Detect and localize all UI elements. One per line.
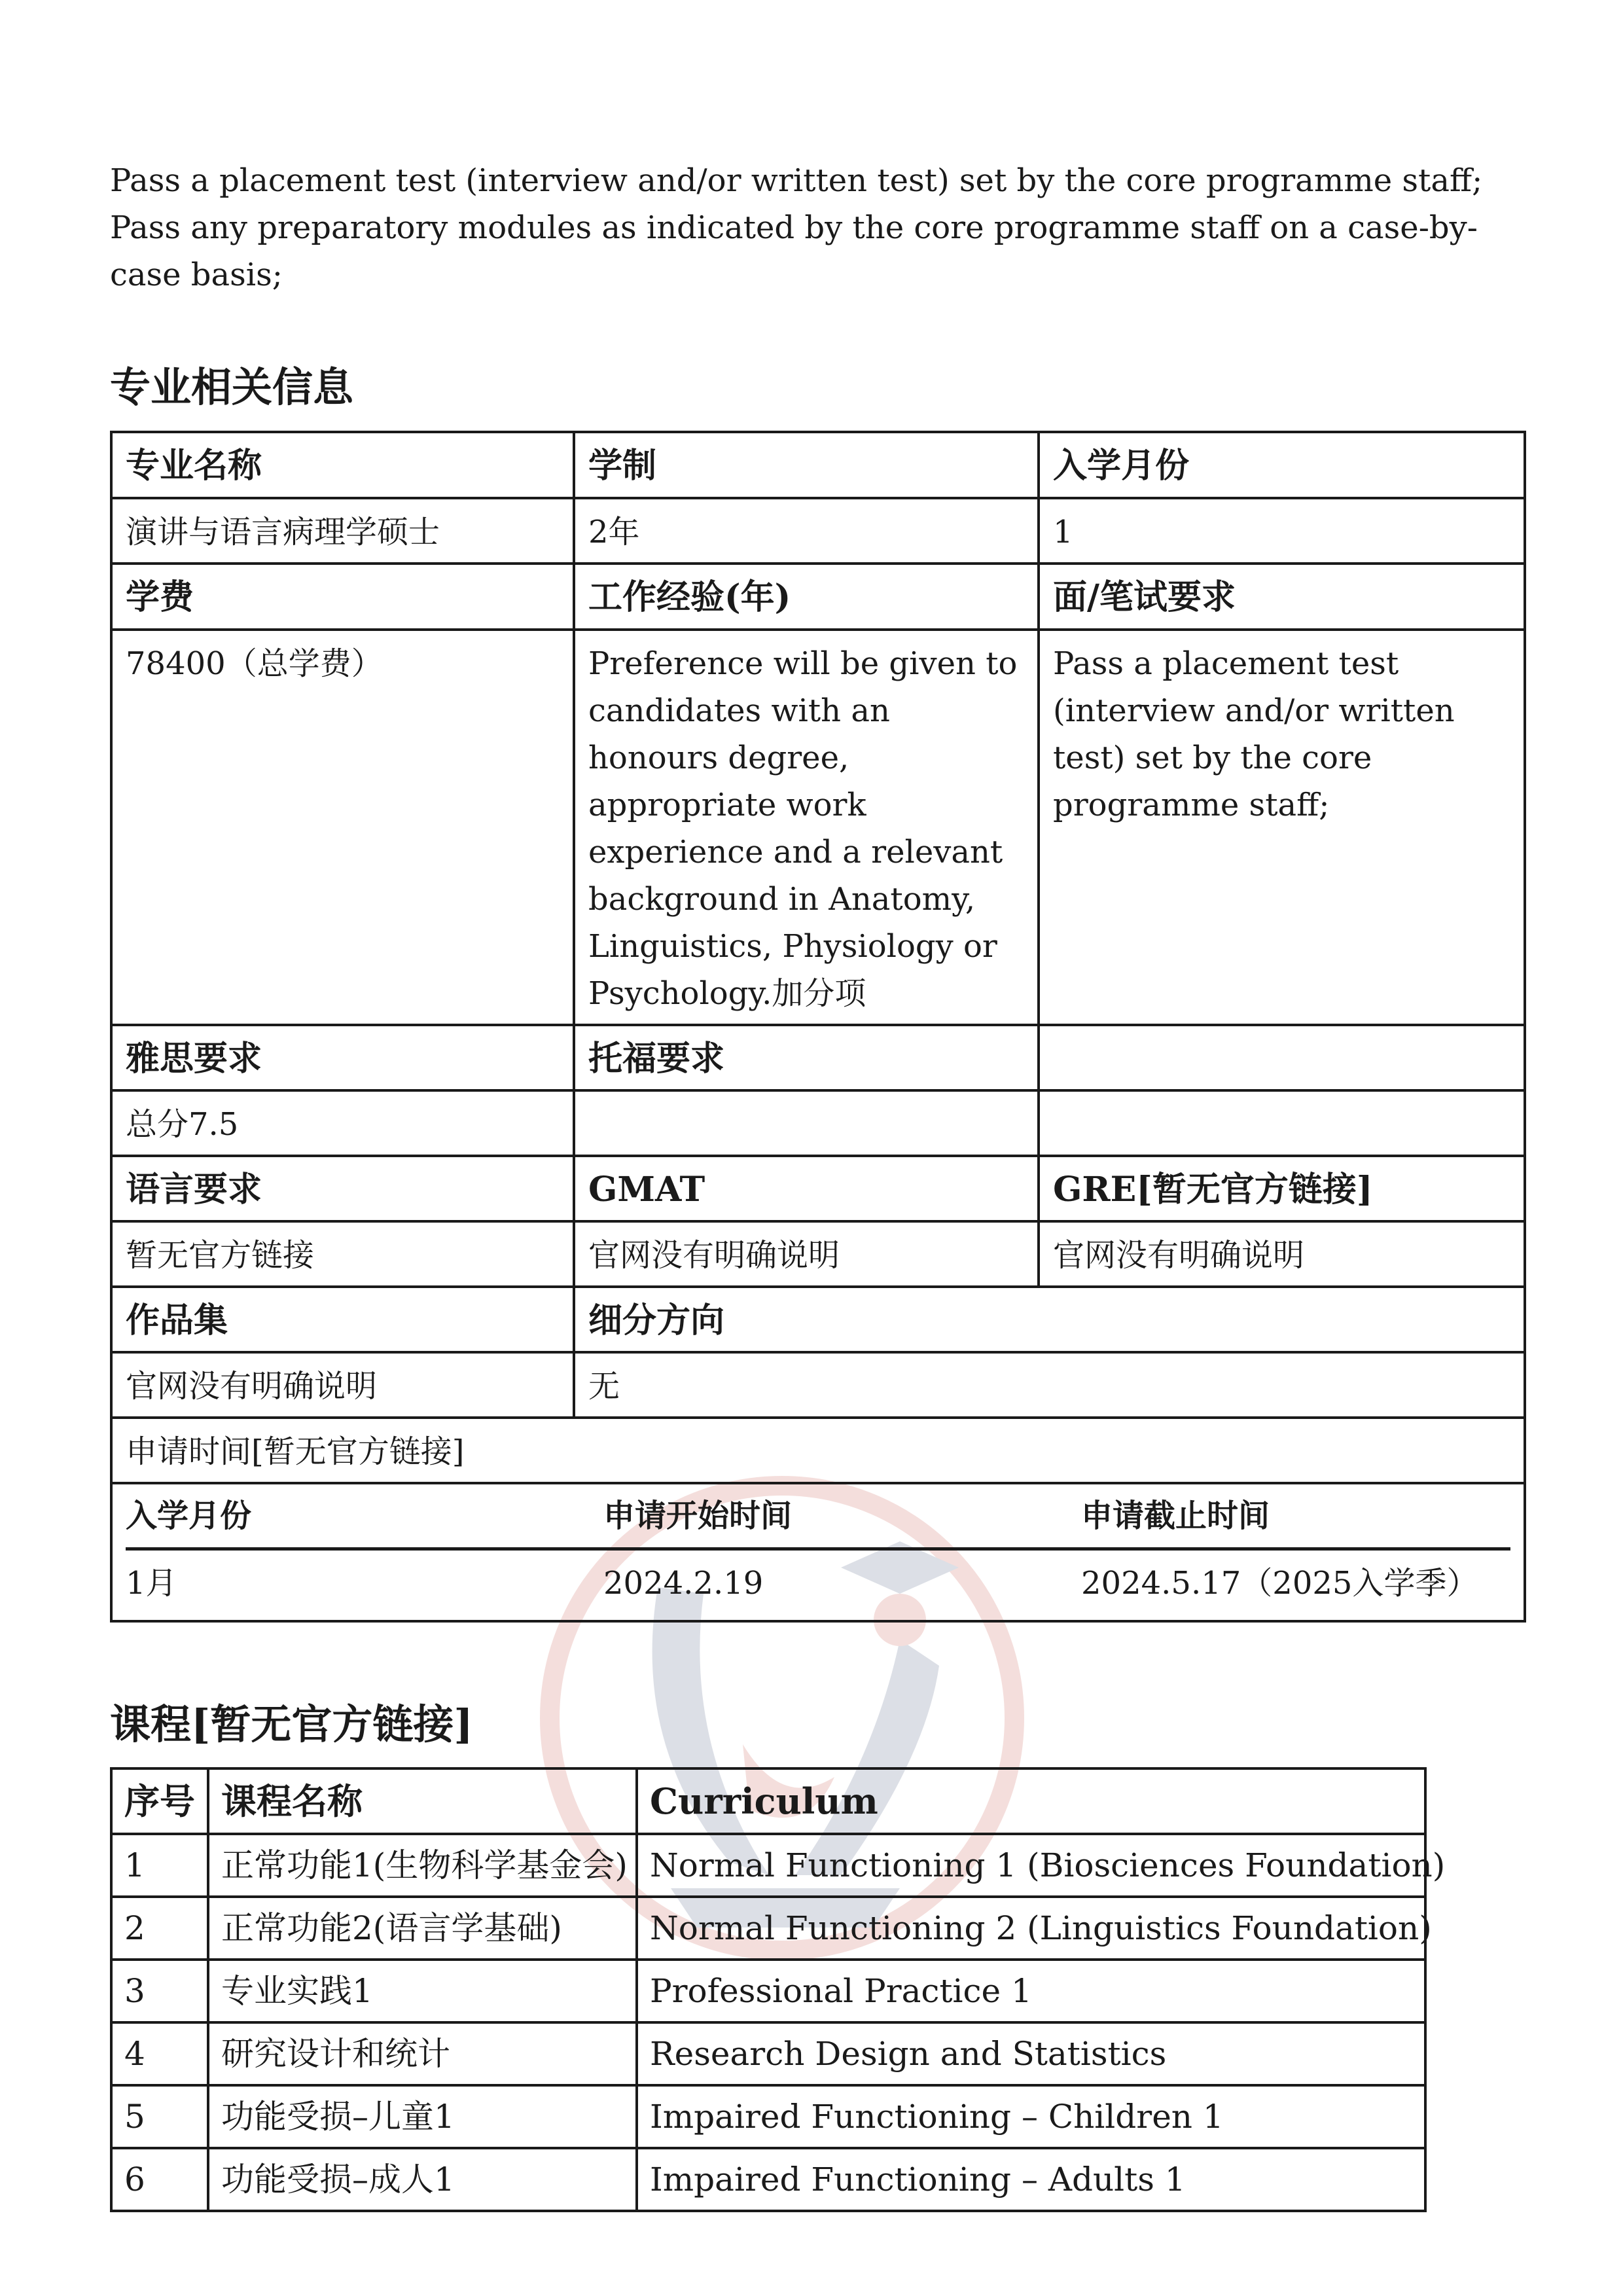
dates-deadline-header: 申请截止时间	[1081, 1492, 1510, 1549]
gmat-header: GMAT	[574, 1156, 1039, 1221]
course-number: 2	[111, 1897, 208, 1960]
course-name: 专业实践1	[208, 1960, 637, 2022]
course-curriculum: Normal Functioning 1 (Biosciences Foundation)	[637, 1834, 1425, 1897]
course-name: 正常功能1(生物科学基金会)	[208, 1834, 637, 1897]
course-curriculum: Impaired Functioning – Adults 1	[637, 2148, 1425, 2211]
course-name: 功能受损–成人1	[208, 2148, 637, 2211]
specialization-value: 无	[574, 1352, 1525, 1418]
toefl-header: 托福要求	[574, 1025, 1039, 1090]
application-dates-table	[126, 1492, 1510, 1607]
intro-line-1: Pass a placement test (interview and/or written test) set by the core programme staff;	[110, 162, 1483, 199]
intake-month-value: 1	[1039, 498, 1525, 564]
language-requirement-header: 语言要求	[111, 1156, 574, 1221]
work-experience-header: 工作经验(年)	[574, 564, 1039, 630]
course-curriculum: Professional Practice 1	[637, 1960, 1425, 2022]
intake-month-header: 入学月份	[1039, 432, 1525, 498]
interview-requirement-value: Pass a placement test (interview and/or written test) set by the core programme staff;	[1039, 630, 1525, 1025]
courses-table	[110, 1767, 1446, 2212]
interview-requirement-header: 面/笔试要求	[1039, 564, 1525, 630]
empty-header	[1039, 1025, 1525, 1090]
gmat-value: 官网没有明确说明	[574, 1221, 1039, 1287]
table-row	[111, 1834, 1425, 1897]
course-number: 3	[111, 1960, 208, 2022]
course-number-header: 序号	[111, 1768, 208, 1834]
specialization-header: 细分方向	[574, 1287, 1525, 1352]
duration-value: 2年	[574, 498, 1039, 564]
empty-value	[1039, 1090, 1525, 1156]
program-name-value: 演讲与语言病理学硕士	[111, 498, 574, 564]
intro-line-2: Pass any preparatory modules as indicated by the core programme staff on a case-by-case basis;	[110, 209, 1478, 293]
application-dates-cell	[111, 1483, 1525, 1621]
work-experience-value: Preference will be given to candidates with an honours degree, appropriate work experience and a relevant background in Anatomy, Linguistics, Physiology or Psychology.加分项	[574, 630, 1039, 1025]
intro-text	[110, 157, 1524, 298]
program-info-table	[110, 431, 1526, 1623]
portfolio-header: 作品集	[111, 1287, 574, 1352]
course-curriculum: Research Design and Statistics	[637, 2022, 1425, 2085]
dates-start-header: 申请开始时间	[603, 1492, 1081, 1549]
ielts-value: 总分7.5	[111, 1090, 574, 1156]
dates-intake-value: 1月	[126, 1565, 177, 1602]
course-curriculum: Normal Functioning 2 (Linguistics Foundation)	[637, 1897, 1425, 1960]
program-name-header: 专业名称	[111, 432, 574, 498]
tuition-header: 学费	[111, 564, 574, 630]
course-name: 功能受损–儿童1	[208, 2085, 637, 2148]
program-info-title: 专业相关信息	[110, 363, 354, 411]
duration-header: 学制	[574, 432, 1039, 498]
language-requirement-value: 暂无官方链接	[111, 1221, 574, 1287]
tuition-value: 78400（总学费）	[111, 630, 574, 1025]
course-number: 4	[111, 2022, 208, 2085]
curriculum-header: Curriculum	[637, 1768, 1425, 1834]
table-row	[111, 2085, 1425, 2148]
table-row	[111, 1897, 1425, 1960]
courses-header-row	[111, 1768, 1425, 1834]
course-number: 6	[111, 2148, 208, 2211]
ielts-header: 雅思要求	[111, 1025, 574, 1090]
dates-intake-header: 入学月份	[126, 1492, 603, 1549]
course-name: 正常功能2(语言学基础)	[208, 1897, 637, 1960]
application-time-label: 申请时间[暂无官方链接]	[111, 1418, 1525, 1483]
dates-start-value: 2024.2.19	[603, 1565, 764, 1602]
gre-header: GRE[暂无官方链接]	[1039, 1156, 1525, 1221]
toefl-value	[574, 1090, 1039, 1156]
course-name: 研究设计和统计	[208, 2022, 637, 2085]
course-number: 5	[111, 2085, 208, 2148]
courses-title: 课程[暂无官方链接]	[110, 1700, 473, 1748]
portfolio-value: 官网没有明确说明	[111, 1352, 574, 1418]
table-row	[111, 2022, 1425, 2085]
table-row	[111, 1960, 1425, 2022]
course-curriculum: Impaired Functioning – Children 1	[637, 2085, 1425, 2148]
table-row	[111, 2148, 1425, 2211]
course-name-header: 课程名称	[208, 1768, 637, 1834]
gre-value: 官网没有明确说明	[1039, 1221, 1525, 1287]
course-number: 1	[111, 1834, 208, 1897]
dates-deadline-value: 2024.5.17（2025入学季）	[1081, 1565, 1478, 1602]
